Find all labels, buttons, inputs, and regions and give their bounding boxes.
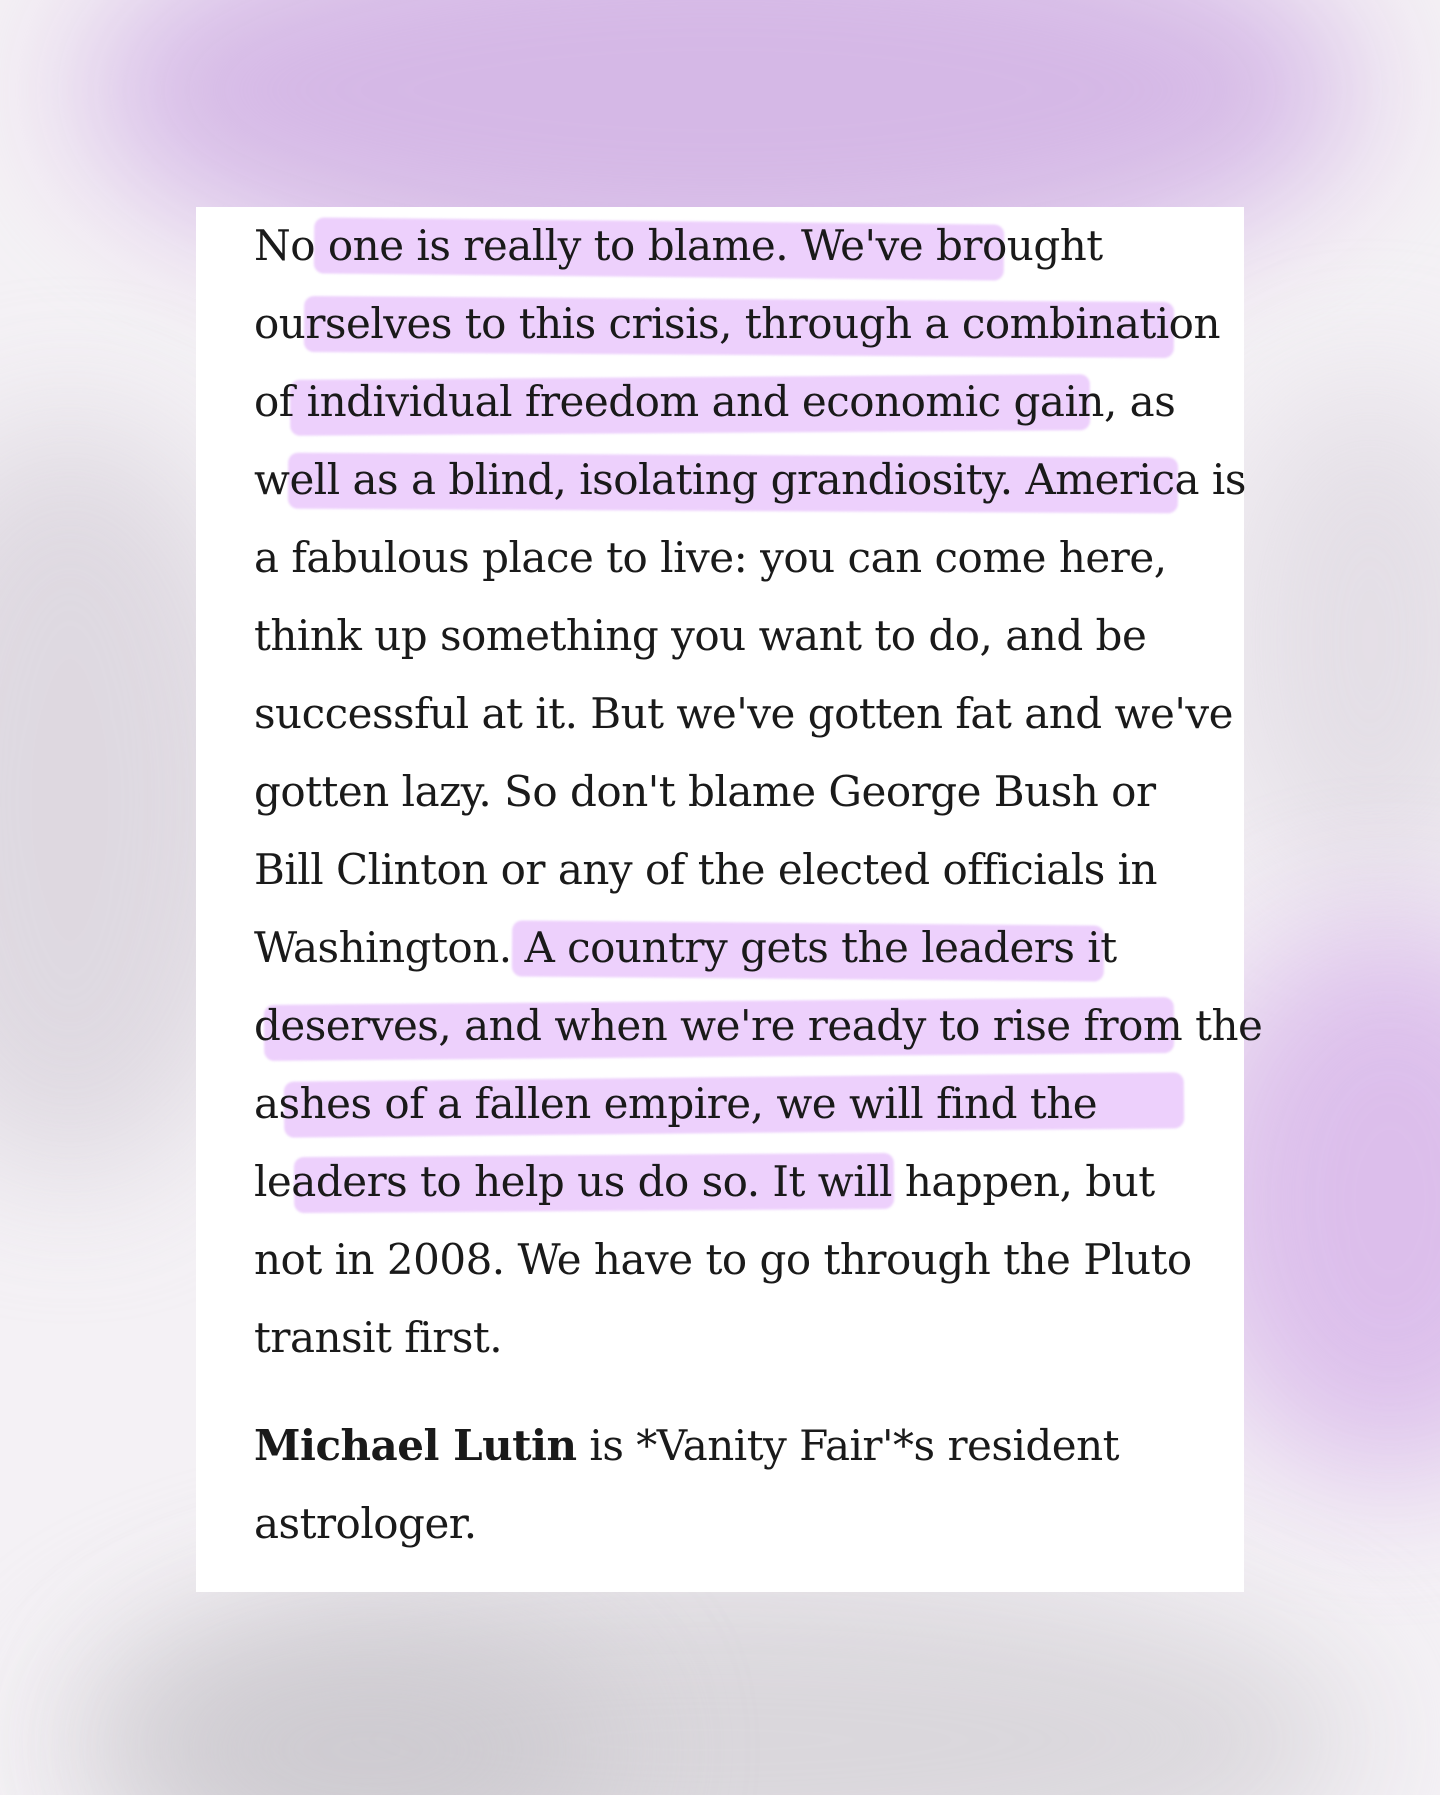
text-line: [254, 909, 1214, 987]
line-text: No one is really to blame. We've brought: [254, 221, 1103, 270]
article-card: [196, 207, 1263, 1592]
byline-line: [254, 1407, 1214, 1485]
article-text: [254, 207, 1263, 1563]
line-text: deserves, and when we're ready to rise from the: [254, 1001, 1263, 1050]
paragraph-gap: [254, 1377, 1214, 1407]
text-line: [254, 1299, 1214, 1377]
line-text: ashes of a fallen empire, we will find the: [254, 1079, 1098, 1128]
byline-text: astrologer.: [254, 1499, 477, 1548]
text-line: [254, 1065, 1214, 1143]
line-text: ourselves to this crisis, through a combination: [254, 299, 1221, 348]
line-text: transit first.: [254, 1313, 503, 1362]
line-text: well as a blind, isolating grandiosity. America is: [254, 455, 1246, 504]
byline-line: [254, 1485, 1214, 1563]
line-text: successful at it. But we've gotten fat and we've: [254, 689, 1233, 738]
text-line: [254, 1221, 1214, 1299]
text-line: [254, 363, 1214, 441]
text-line: [254, 597, 1214, 675]
text-line: [254, 753, 1214, 831]
line-text: think up something you want to do, and be: [254, 611, 1147, 660]
text-line: [254, 987, 1263, 1065]
author-name: Michael Lutin: [254, 1421, 577, 1470]
line-text: of individual freedom and economic gain, as: [254, 377, 1176, 426]
text-line: [254, 207, 1214, 285]
line-text: Bill Clinton or any of the elected officials in: [254, 845, 1158, 894]
byline-text: is *Vanity Fair'*s resident: [576, 1421, 1120, 1470]
line-text: leaders to help us do so. It will happen, but: [254, 1157, 1155, 1206]
text-line: [254, 675, 1233, 753]
text-line: [254, 831, 1214, 909]
backdrop-blob: [1220, 380, 1440, 900]
line-text: a fabulous place to live: you can come here,: [254, 533, 1167, 582]
text-line: [254, 1143, 1214, 1221]
line-text: Washington. A country gets the leaders it: [254, 923, 1117, 972]
line-text: not in 2008. We have to go through the Pluto: [254, 1235, 1192, 1284]
text-line: [254, 441, 1246, 519]
text-line: [254, 285, 1221, 363]
text-line: [254, 519, 1214, 597]
line-text: gotten lazy. So don't blame George Bush or: [254, 767, 1156, 816]
